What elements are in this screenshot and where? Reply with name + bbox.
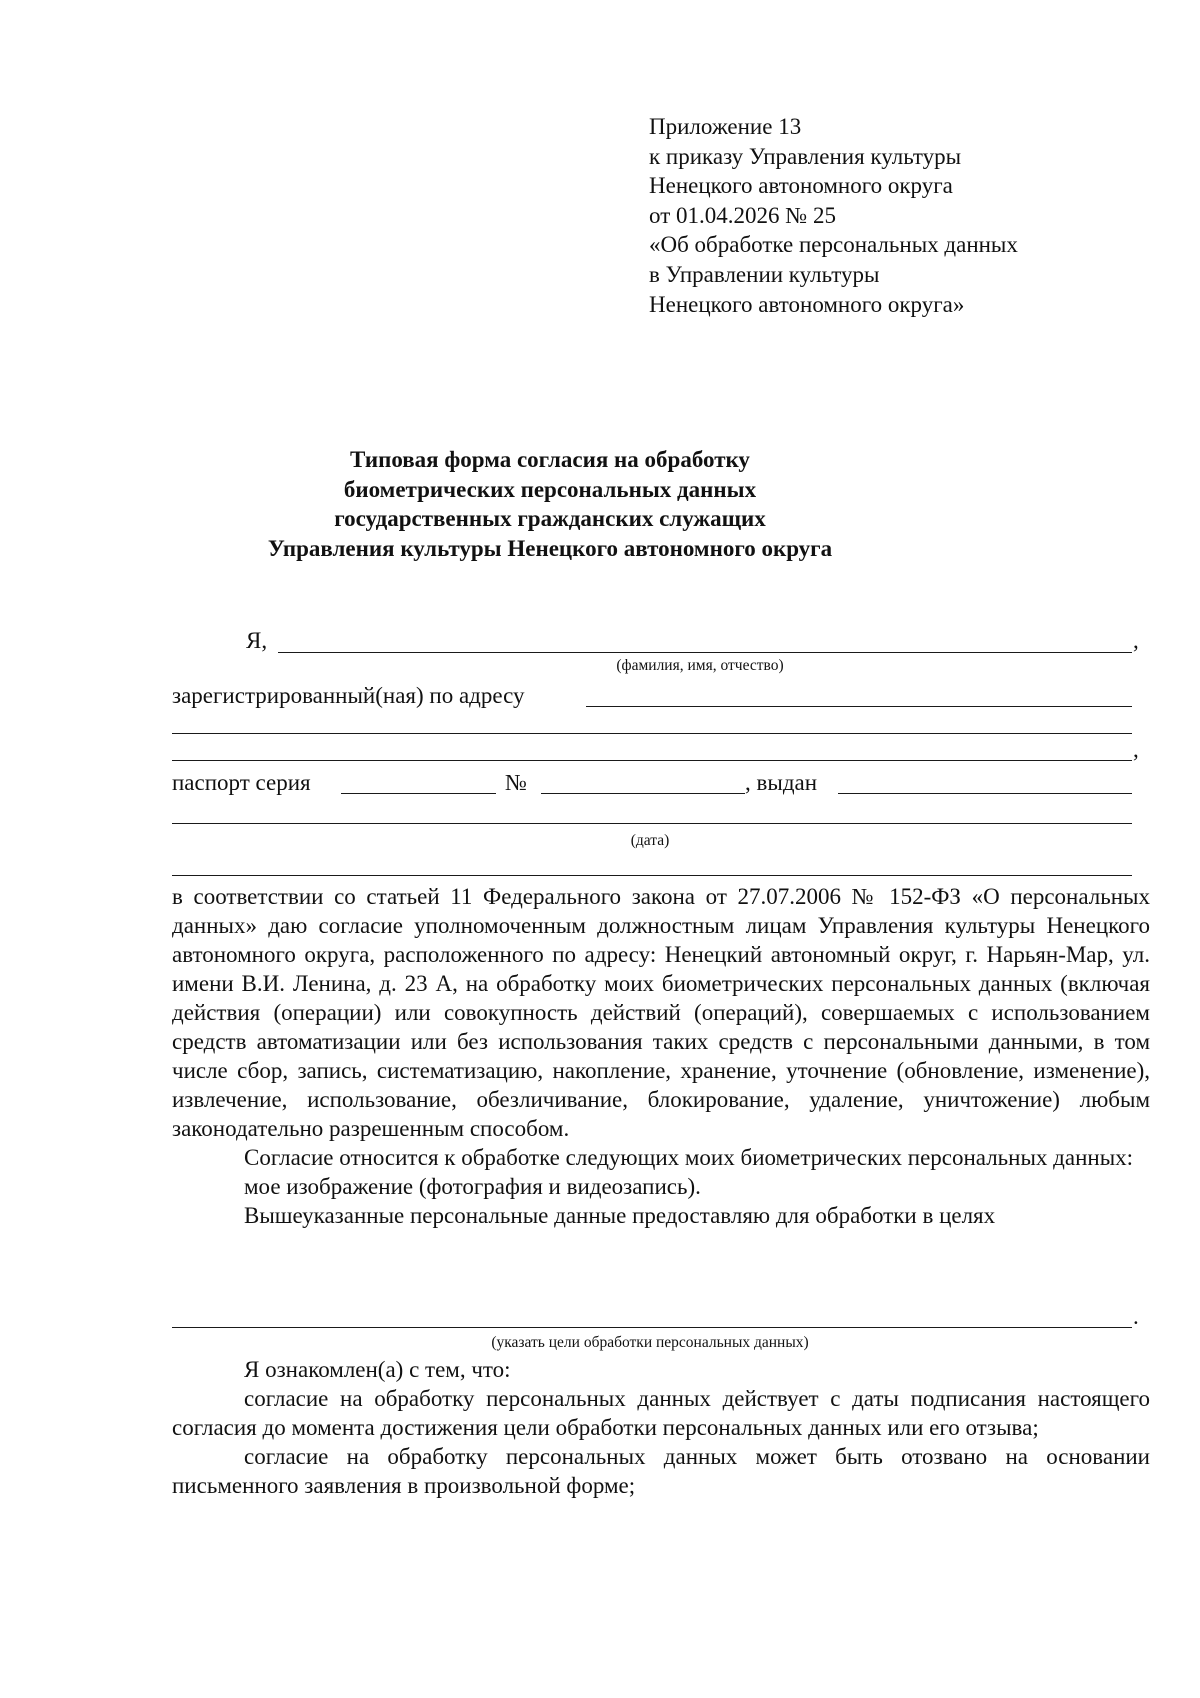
address-label: зарегистрированный(ная) по адресу (172, 683, 525, 708)
address-field-line-2[interactable] (172, 733, 1132, 734)
appendix-line: Ненецкого автономного округа (649, 173, 953, 199)
appendix-line: к приказу Управления культуры (649, 143, 962, 169)
appendix-line: от 01.04.2026 № 25 (649, 202, 836, 228)
appendix-line: в Управлении культуры (649, 261, 880, 287)
purpose-caption: (указать цели обработки персональных данных) (491, 1334, 809, 1351)
passport-series-label: паспорт серия (172, 770, 311, 795)
consent-paragraph: мое изображение (фотография и видеозапись). (244, 1174, 701, 1199)
title-line: биометрических персональных данных (343, 476, 757, 502)
title-line: государственных гражданских служащих (334, 506, 766, 531)
passport-number-label: № (505, 770, 527, 795)
address-field-line-3[interactable] (172, 760, 1132, 761)
passport-number-field[interactable] (541, 793, 745, 794)
i-label: Я, (246, 628, 268, 653)
appendix-header (649, 112, 1018, 319)
consent-paragraph: Согласие относится к обработке следующих моих биометрических персональных данных: (244, 1145, 1134, 1170)
appendix-line: Приложение 13 (649, 114, 802, 139)
date-field[interactable] (172, 875, 1132, 876)
consent-paragraph: в соответствии со статьей 11 Федерального закона от 27.07.2006 № 152-ФЗ «О персональных данных» даю согласие уполномоченным должностным лицам Управления культуры Ненецкого автономного округа, расположенного по адресу: Ненецкий автономный округ, г. Нарьян-Мар, ул. имени В.И. Ленина, д. 23 А, на обработку моих биометрических персональных данных (включая действия (операции) или совокупность действий (операций), совершаемых с использованием средств автоматизации или без использования таких средств с персональными данными, в том числе сбор, запись, систематизацию, накопление, хранение, уточнение (обновление, изменение), извлечение, использование, обезличивание, блокирование, удаление, уничтожение) любым законодательно разрешенным способом. (172, 884, 1150, 1141)
title-line: Типовая форма согласия на обработку (350, 447, 750, 472)
consent-body (172, 882, 1150, 1230)
fio-caption: (фамилия, имя, отчество) (616, 657, 784, 674)
appendix-line: «Об обработке персональных данных (649, 232, 1018, 258)
fio-comma: , (1133, 628, 1139, 653)
address-comma: , (1133, 737, 1139, 762)
purpose-field[interactable] (172, 1327, 1132, 1328)
document-title (200, 445, 900, 563)
ack-paragraph: согласие на обработку персональных данных действует с даты подписания настоящего согласия до момента достижения цели обработки персональных данных или его отзыва; (172, 1386, 1150, 1440)
address-field[interactable] (586, 706, 1132, 707)
issued-label: , выдан (745, 770, 818, 795)
ack-paragraph: согласие на обработку персональных данных может быть отозвано на основании письменного заявления в произвольной форме; (172, 1444, 1150, 1498)
acknowledgement-body (172, 1355, 1150, 1500)
issued-by-field-line-2[interactable] (172, 823, 1132, 824)
appendix-line: Ненецкого автономного округа» (649, 291, 965, 317)
fio-field[interactable] (278, 652, 1132, 653)
issued-by-field[interactable] (838, 793, 1132, 794)
date-caption: (дата) (630, 832, 670, 849)
passport-series-field[interactable] (341, 793, 496, 794)
consent-paragraph: Вышеуказанные персональные данные предоставляю для обработки в целях (244, 1203, 996, 1228)
ack-paragraph: Я ознакомлен(а) с тем, что: (244, 1357, 511, 1382)
purpose-period: . (1133, 1304, 1139, 1329)
title-line: Управления культуры Ненецкого автономного округа (267, 535, 833, 561)
